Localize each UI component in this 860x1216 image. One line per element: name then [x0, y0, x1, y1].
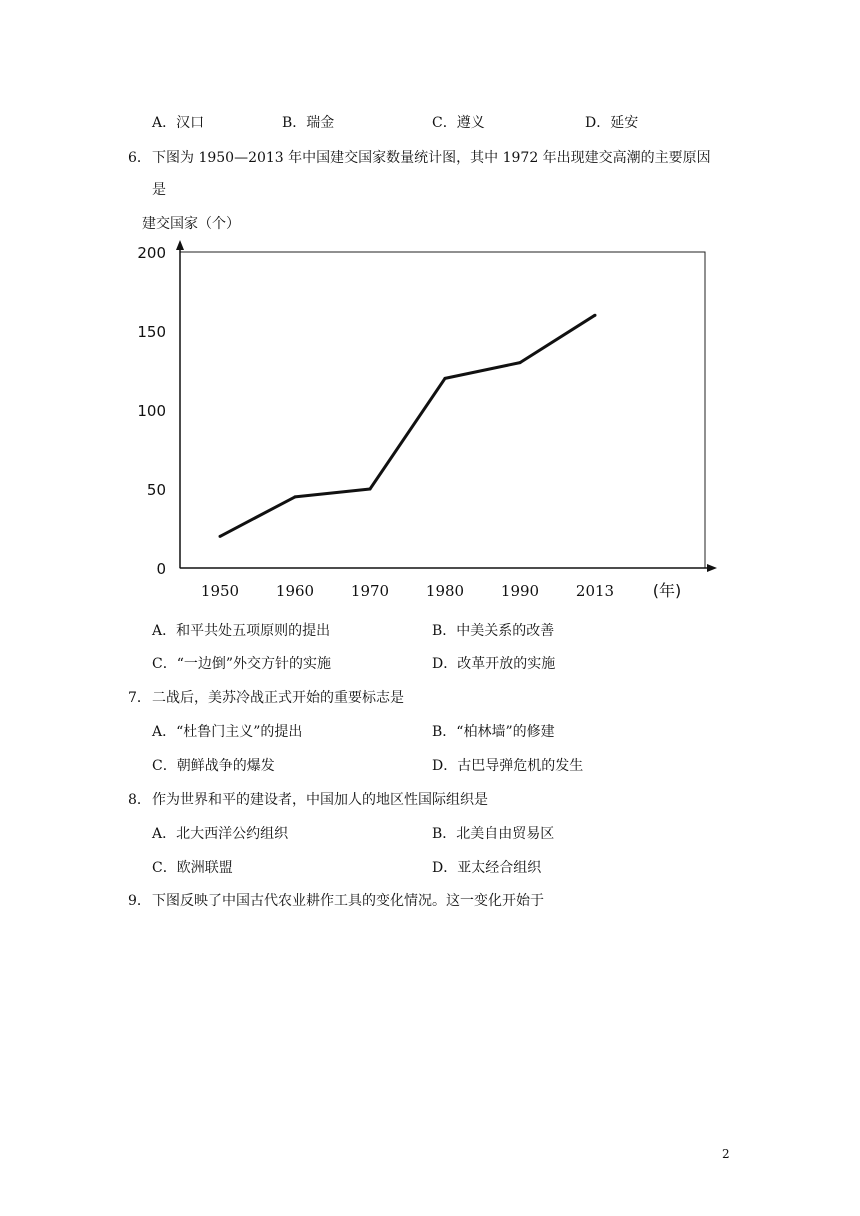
q7-option-b: B．“柏林墙”的修建: [432, 724, 555, 740]
chart-y-axis-arrow: [176, 240, 184, 250]
q6-stem-line1: 下图为 1950—2013 年中国建交国家数量统计图，其中 1972 年出现建交高潮的主要原因: [152, 150, 711, 166]
chart-y-tick-label: 50: [146, 481, 166, 499]
page-number: 2: [722, 1147, 730, 1161]
q7-option-d: D．古巴导弹危机的发生: [432, 758, 584, 774]
chart-x-tick-label: 2013: [575, 582, 615, 600]
diplomatic-relations-line-chart: [120, 210, 720, 605]
q6-number: 6．: [128, 150, 151, 166]
chart-data-point: [369, 488, 372, 491]
chart-data-point: [519, 361, 522, 364]
q8-option-c: C．欧洲联盟: [152, 860, 233, 876]
chart-data-point: [594, 314, 597, 317]
chart-y-tick-label: 100: [137, 402, 166, 420]
q8-stem: 作为世界和平的建设者，中国加人的地区性国际组织是: [152, 792, 488, 808]
q5-option-d: D．延安: [585, 115, 639, 131]
chart-y-tick-label: 200: [137, 244, 166, 262]
q9-number: 9．: [128, 893, 151, 909]
chart-x-axis-label: (年): [652, 581, 682, 600]
chart-x-axis-arrow: [707, 564, 717, 572]
chart-x-tick-label: 1960: [275, 582, 315, 600]
chart-x-tick-label: 1970: [350, 582, 390, 600]
q7-stem: 二战后，美苏冷战正式开始的重要标志是: [152, 690, 404, 706]
q8-option-b: B．北美自由贸易区: [432, 826, 555, 842]
q7-option-a: A．“杜鲁门主义”的提出: [152, 724, 303, 740]
chart-data-point: [444, 377, 447, 380]
q7-number: 7．: [128, 690, 151, 706]
q8-option-a: A．北大西洋公约组织: [152, 826, 289, 842]
q5-option-c: C．遵义: [432, 115, 485, 131]
q7-option-c: C．朝鲜战争的爆发: [152, 758, 275, 774]
q6-option-a: A．和平共处五项原则的提出: [152, 623, 331, 639]
chart-x-tick-label: 1990: [500, 582, 540, 600]
chart-data-point: [219, 535, 222, 538]
chart-plot-frame: [180, 252, 705, 568]
q9-stem: 下图反映了中国古代农业耕作工具的变化情况。这一变化开始于: [152, 893, 544, 909]
q6-option-d: D．改革开放的实施: [432, 656, 556, 672]
chart-data-point: [294, 495, 297, 498]
q8-number: 8．: [128, 792, 151, 808]
q5-option-b: B．瑞金: [282, 115, 335, 131]
chart-y-axis-label: 建交国家（个）: [142, 216, 240, 232]
q8-option-d: D．亚太经合组织: [432, 860, 542, 876]
q6-option-c: C．“一边倒”外交方针的实施: [152, 656, 332, 672]
chart-series-line: [220, 315, 595, 536]
q6-stem-line2: 是: [152, 182, 166, 198]
q6-option-b: B．中美关系的改善: [432, 623, 555, 639]
q5-option-a: A．汉口: [152, 115, 205, 131]
chart-x-tick-label: 1980: [425, 582, 465, 600]
chart-y-tick-label: 0: [156, 560, 166, 578]
chart-y-tick-label: 150: [137, 323, 166, 341]
chart-x-tick-label: 1950: [200, 582, 240, 600]
